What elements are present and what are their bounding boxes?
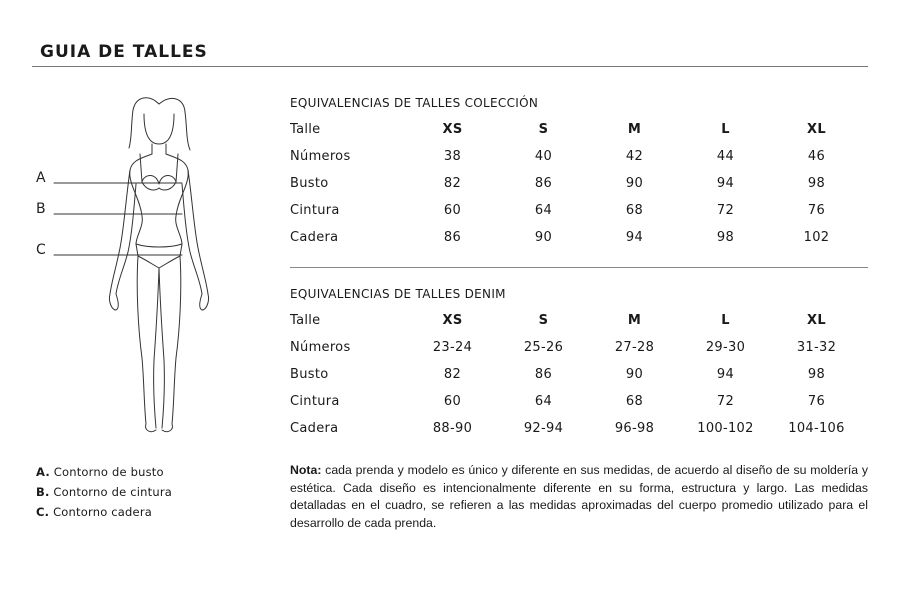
table-cell: 86 <box>534 367 553 382</box>
table-row <box>290 334 862 361</box>
table-cell: 98 <box>716 230 735 245</box>
table-cell: 104-106 <box>788 421 845 436</box>
table-row <box>290 361 862 388</box>
body-figure <box>32 88 232 448</box>
table-header-row <box>290 116 862 143</box>
table-cell: 46 <box>807 149 826 164</box>
row-label: Cadera <box>290 230 339 245</box>
table-cell: 90 <box>625 367 644 382</box>
row-label: Números <box>290 340 351 355</box>
table-row <box>290 143 862 170</box>
table-cell: 68 <box>625 203 644 218</box>
header-cell: XS <box>442 313 463 328</box>
face-outline <box>144 114 174 144</box>
left-hand-outline <box>109 294 118 310</box>
hair-right-outline <box>159 98 190 150</box>
collection-table-title: EQUIVALENCIAS DE TALLES COLECCIÓN <box>290 96 539 110</box>
row-label: Números <box>290 149 351 164</box>
bra-straps <box>140 154 178 182</box>
marker-b: B <box>36 201 46 217</box>
table-row <box>290 415 862 442</box>
table-cell: 72 <box>716 394 735 409</box>
legend-label: Contorno de busto <box>53 465 164 479</box>
measurement-legend <box>36 464 172 524</box>
header-cell: Talle <box>290 122 321 137</box>
table-cell: 94 <box>716 176 735 191</box>
table-cell: 102 <box>803 230 830 245</box>
table-cell: 25-26 <box>523 340 564 355</box>
table-row <box>290 197 862 224</box>
table-cell: 98 <box>807 176 826 191</box>
table-cell: 29-30 <box>705 340 746 355</box>
table-cell: 94 <box>625 230 644 245</box>
table-cell: 94 <box>716 367 735 382</box>
table-header-row <box>290 307 862 334</box>
header-cell: S <box>538 122 549 137</box>
header-cell: XL <box>807 313 826 328</box>
sizing-note <box>290 462 868 532</box>
marker-c: C <box>36 242 46 258</box>
table-cell: 68 <box>625 394 644 409</box>
table-cell: 90 <box>534 230 553 245</box>
right-leg-outer <box>162 256 181 432</box>
table-cell: 64 <box>534 203 553 218</box>
table-cell: 92-94 <box>523 421 564 436</box>
table-row <box>290 170 862 197</box>
table-cell: 27-28 <box>614 340 655 355</box>
header-cell: M <box>627 313 642 328</box>
table-cell: 98 <box>807 367 826 382</box>
table-row <box>290 224 862 251</box>
right-hand-outline <box>200 294 209 310</box>
table-row <box>290 388 862 415</box>
header-cell: L <box>721 313 730 328</box>
table-cell: 96-98 <box>614 421 655 436</box>
header-cell: M <box>627 122 642 137</box>
header-cell: XS <box>442 122 463 137</box>
table-cell: 82 <box>443 176 462 191</box>
table-cell: 64 <box>534 394 553 409</box>
row-label: Cintura <box>290 394 340 409</box>
table-cell: 38 <box>443 149 462 164</box>
right-leg-inner <box>159 268 164 428</box>
collection-size-table <box>290 116 862 251</box>
title-divider <box>32 66 868 67</box>
note-text: cada prenda y modelo es único y diferente en sus medidas, de acuerdo al diseño de su moldería y estética. Cada diseño es intencionalmente diferente en su forma, estructura y largo. Las medidas detalladas en el cuadro, se refieren a las medidas aproximadas del cuerpo promedio utilizado para el desarrollo de cada prenda. <box>290 463 868 530</box>
woman-silhouette-illustration <box>32 88 232 448</box>
table-cell: 40 <box>534 149 553 164</box>
note-label: Nota: <box>290 463 322 477</box>
table-cell: 76 <box>807 203 826 218</box>
table-cell: 100-102 <box>697 421 754 436</box>
row-label: Cintura <box>290 203 340 218</box>
header-cell: L <box>721 122 730 137</box>
page-title: GUIA DE TALLES <box>40 42 208 62</box>
denim-size-table <box>290 307 862 442</box>
table-cell: 76 <box>807 394 826 409</box>
header-cell: XL <box>807 122 826 137</box>
table-cell: 86 <box>443 230 462 245</box>
table-cell: 72 <box>716 203 735 218</box>
briefs-outline <box>136 244 182 268</box>
left-leg-outer <box>137 256 156 432</box>
legend-key: B. <box>36 485 50 499</box>
header-cell: Talle <box>290 313 321 328</box>
header-cell: S <box>538 313 549 328</box>
table-cell: 82 <box>443 367 462 382</box>
row-label: Busto <box>290 367 329 382</box>
legend-item <box>36 504 172 524</box>
table-cell: 90 <box>625 176 644 191</box>
right-arm-outer <box>188 170 208 294</box>
table-cell: 31-32 <box>796 340 837 355</box>
section-divider <box>290 267 868 268</box>
table-cell: 86 <box>534 176 553 191</box>
legend-label: Contorno de cintura <box>53 485 173 499</box>
legend-label: Contorno cadera <box>53 505 153 519</box>
table-cell: 42 <box>625 149 644 164</box>
legend-item <box>36 464 172 484</box>
table-cell: 88-90 <box>432 421 473 436</box>
legend-key: C. <box>36 505 50 519</box>
denim-table-title: EQUIVALENCIAS DE TALLES DENIM <box>290 287 506 301</box>
marker-a: A <box>36 170 46 186</box>
table-cell: 60 <box>443 394 462 409</box>
neck-outline <box>152 144 166 154</box>
left-leg-inner <box>154 268 159 428</box>
table-cell: 60 <box>443 203 462 218</box>
table-cell: 23-24 <box>432 340 473 355</box>
table-cell: 44 <box>716 149 735 164</box>
row-label: Busto <box>290 176 329 191</box>
legend-key: A. <box>36 465 50 479</box>
legend-item <box>36 484 172 504</box>
row-label: Cadera <box>290 421 339 436</box>
left-arm-outer <box>110 170 130 294</box>
